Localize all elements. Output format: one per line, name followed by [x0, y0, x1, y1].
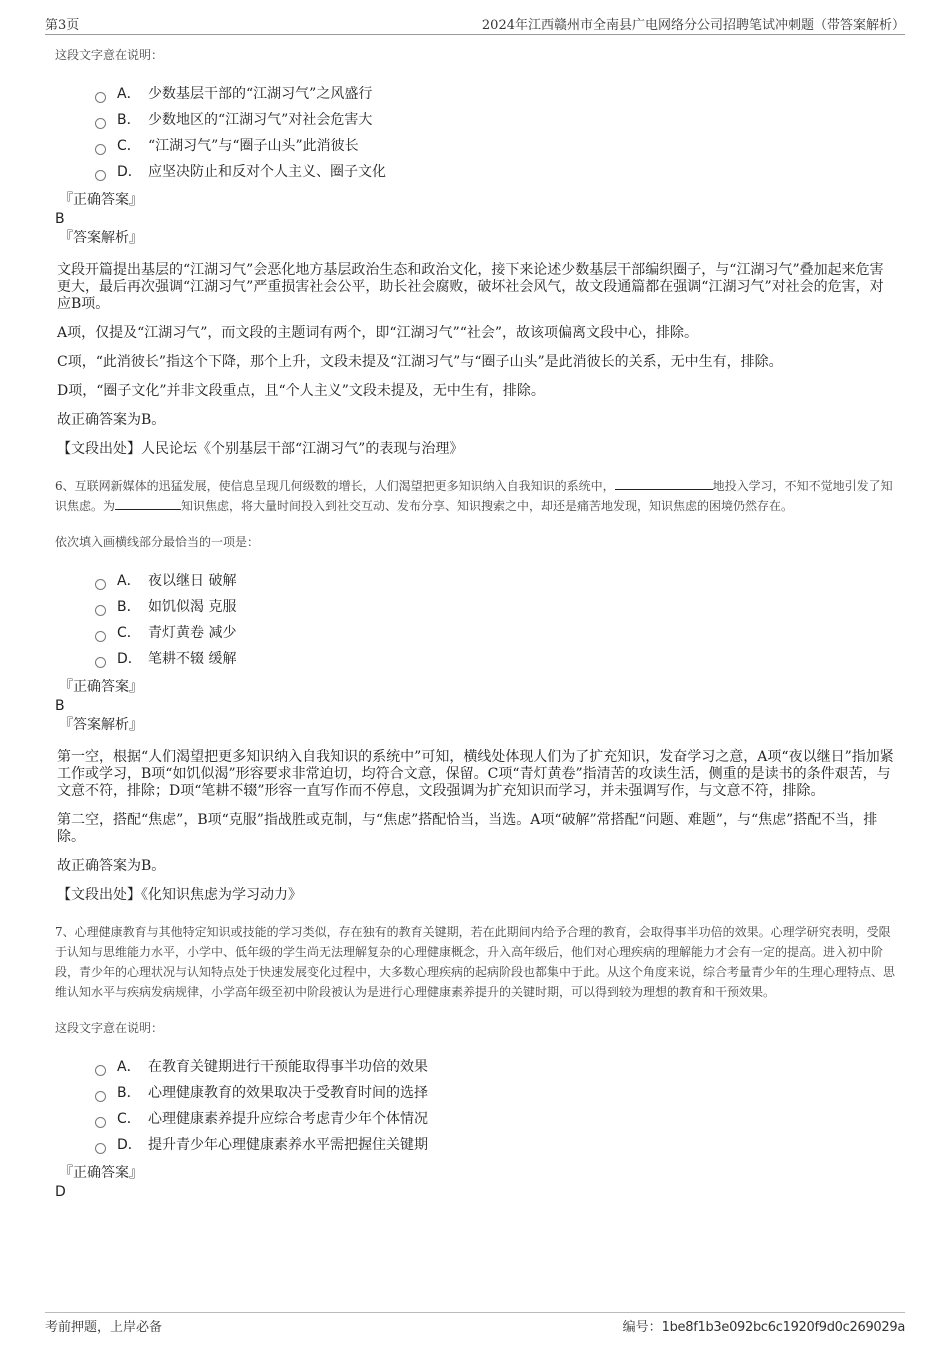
q7-option-a[interactable]: A． 在教育关键期进行干预能取得事半功倍的效果: [95, 1054, 895, 1080]
q5-options: [95, 81, 895, 185]
q6-option-b[interactable]: B． 如饥似渴 克服: [95, 594, 895, 620]
q7-options: [95, 1054, 895, 1158]
radio-icon[interactable]: [95, 579, 106, 590]
radio-icon[interactable]: [95, 118, 106, 129]
page-number: 第3页: [45, 18, 80, 33]
document-code: 编号：1be8f1b3e092bc6c1920f9d0c269029a: [622, 1320, 905, 1335]
document-title: 2024年江西赣州市全南县广电网络分公司招聘笔试冲刺题（带答案解析）: [481, 18, 905, 33]
page-footer: [45, 1312, 905, 1335]
q7-option-d[interactable]: D． 提升青少年心理健康素养水平需把握住关键期: [95, 1132, 895, 1158]
q7-option-c[interactable]: C． 心理健康素养提升应综合考虑青少年个体情况: [95, 1106, 895, 1132]
q7-answer-label: 『正确答案』: [59, 1165, 143, 1181]
q5-analysis-1: 文段开篇提出基层的“江湖习气”会恶化地方基层政治生态和政治文化，接下来论述少数基层干部编织圈子，与“江湖习气”叠加起来危害更大，最后再次强调“江湖习气”严重损害社会公平，助长社会腐败，破坏社会风气，故文段通篇都在强调“江湖习气”对社会的危害，对应B项。: [57, 262, 884, 312]
q5-analysis-2: A项，仅提及“江湖习气”，而文段的主题词有两个，即“江湖习气”“社会”，故该项偏离文段中心，排除。: [57, 325, 699, 341]
q5-option-b[interactable]: B． 少数地区的“江湖习气”对社会危害大: [95, 107, 895, 133]
q6-answer: B: [55, 698, 65, 714]
q6-analysis-2: 第二空，搭配“焦虑”，B项“克服”指战胜或克制，与“焦虑”搭配恰当，当选。A项“破解”常搭配“问题、难题”，与“焦虑”搭配不当，排除。: [57, 812, 878, 845]
footer-slogan: 考前押题，上岸必备: [45, 1320, 163, 1335]
q6-answer-label: 『正确答案』: [59, 679, 143, 695]
radio-icon[interactable]: [95, 144, 106, 155]
document-body: [55, 45, 895, 1202]
radio-icon[interactable]: [95, 1117, 106, 1128]
q5-answer-label: 『正确答案』: [59, 192, 143, 208]
radio-icon[interactable]: [95, 1091, 106, 1102]
q7-stem: 7、心理健康教育与其他特定知识或技能的学习类似，存在独有的教育关键期，若在此期间内给予合理的教育，会取得事半功倍的效果。心理学研究表明，受限于认知与思维能力水平，小学中、低年级的学生尚无法理解复杂的心理健康概念，升入高年级后，他们对心理疾病的理解能力才会有一定的提高。进入初中阶段，青少年的心理状况与认知特点处于快速发展变化过程中，大多数心理疾病的起病阶段也都集中于此。从这个角度来说，综合考量青少年的生理心理特点、思维认知水平与疾病发病规律，小学高年级至初中阶段被认为是进行心理健康素养提升的关键时期，可以得到较为理想的教育和干预效果。: [55, 925, 896, 999]
blank-line: [115, 497, 181, 510]
page-header: [45, 12, 905, 35]
radio-icon[interactable]: [95, 1065, 106, 1076]
q6-options: [95, 568, 895, 672]
q5-answer: B: [55, 211, 65, 227]
q5-analysis-3: C项，“此消彼长”指这个下降，那个上升，文段未提及“江湖习气”与“圈子山头”是此消彼长的关系，无中生有，排除。: [57, 354, 783, 370]
q5-analysis-label: 『答案解析』: [59, 230, 143, 246]
q6-option-d[interactable]: D． 笔耕不辍 缓解: [95, 646, 895, 672]
q6-option-a[interactable]: A． 夜以继日 破解: [95, 568, 895, 594]
q7-option-b[interactable]: B． 心理健康教育的效果取决于受教育时间的选择: [95, 1080, 895, 1106]
blank-line: [615, 477, 713, 490]
q6-analysis-label: 『答案解析』: [59, 717, 143, 733]
q5-source: 【文段出处】人民论坛《个别基层干部“江湖习气”的表现与治理》: [57, 441, 464, 457]
radio-icon[interactable]: [95, 657, 106, 668]
q5-prompt: 这段文字意在说明：: [55, 48, 164, 62]
q6-source: 【文段出处】《化知识焦虑为学习动力》: [57, 887, 302, 903]
q5-analysis-4: D项，“圈子文化”并非文段重点，且“个人主义”文段未提及，无中生有，排除。: [57, 383, 545, 399]
q5-option-c[interactable]: C． “江湖习气”与“圈子山头”此消彼长: [95, 133, 895, 159]
radio-icon[interactable]: [95, 92, 106, 103]
q5-option-d[interactable]: D． 应坚决防止和反对个人主义、圈子文化: [95, 159, 895, 185]
q6-analysis-1: 第一空，根据“人们渴望把更多知识纳入自我知识的系统中”可知，横线处体现人们为了扩充知识，发奋学习之意，A项“夜以继日”指加紧工作或学习，B项“如饥似渴”形容要求非常迫切，均符合文意，保留。C项“青灯黄卷”指清苦的攻读生活，侧重的是读书的条件艰苦，与文意不符，排除；D项“笔耕不辍”形容一直写作而不停息，文段强调为扩充知识而学习，并未强调写作，与文意不符，排除。: [57, 749, 894, 799]
q6-prompt: 依次填入画横线部分最恰当的一项是：: [55, 535, 260, 549]
radio-icon[interactable]: [95, 1143, 106, 1154]
q5-analysis-5: 故正确答案为B。: [57, 412, 166, 428]
q7-answer: D: [55, 1184, 66, 1200]
radio-icon[interactable]: [95, 605, 106, 616]
radio-icon[interactable]: [95, 631, 106, 642]
q6-option-c[interactable]: C． 青灯黄卷 减少: [95, 620, 895, 646]
q7-prompt: 这段文字意在说明：: [55, 1021, 164, 1035]
radio-icon[interactable]: [95, 170, 106, 181]
q6-analysis-3: 故正确答案为B。: [57, 858, 166, 874]
q5-option-a[interactable]: A． 少数基层干部的“江湖习气”之风盛行: [95, 81, 895, 107]
q6-stem: 6、互联网新媒体的迅猛发展，使信息呈现几何级数的增长，人们渴望把更多知识纳入自我知识的系统中， 地投入学习，不知不觉地引发了知识焦虑。为 知识焦虑，将大量时间投入到社交互动、发布分享、知识搜索之中，却还是痛苦地发现，知识焦虑的困境仍然存在。: [55, 479, 893, 513]
